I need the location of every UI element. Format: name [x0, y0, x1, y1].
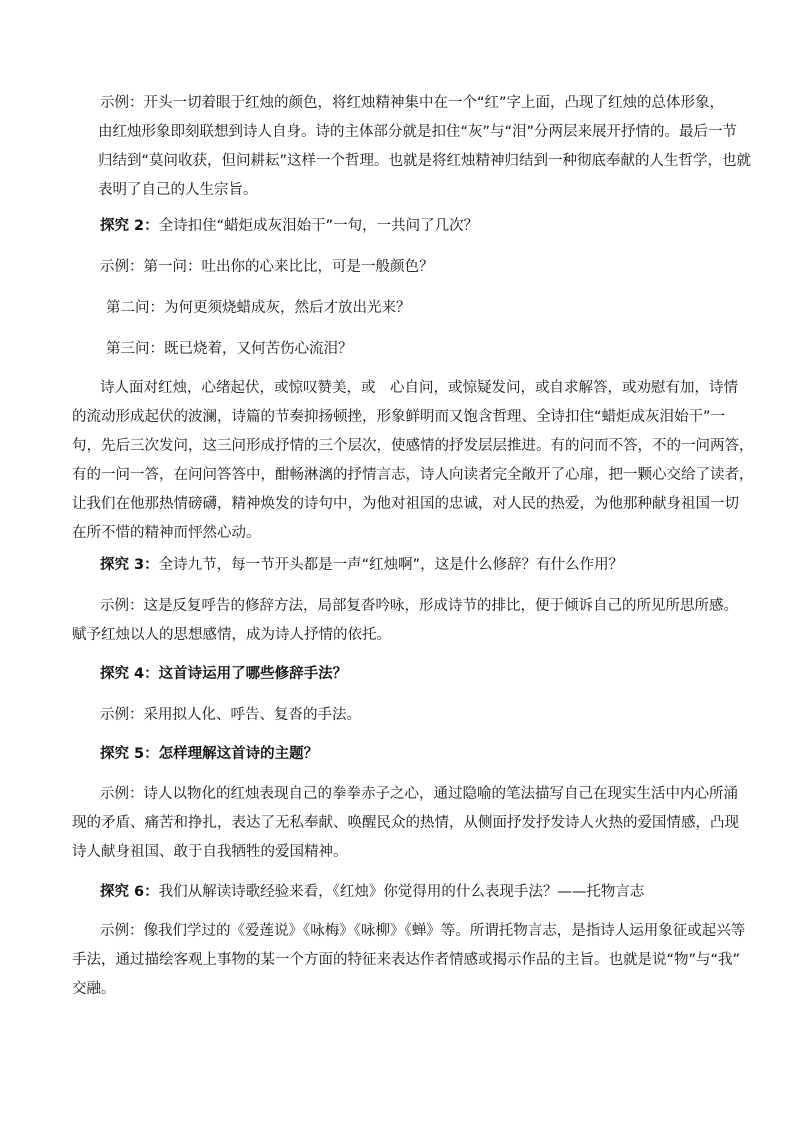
text-line: 的流动形成起伏的波澜，诗篇的节奏抑扬顿挫，形象鲜明而又饱含哲理、全诗扣住“蜡炬成灰泪始干”一 — [72, 409, 726, 425]
answer-line-3: 第三问：既已烧着，又何苦伤心流泪？ — [106, 341, 353, 357]
text-line: 示例：诗人以物化的红烛表现自己的拳拳赤子之心，通过隐喻的笔法描写自己在现实生活中内心所涌 — [100, 786, 738, 802]
question-label: 探究 4： — [100, 666, 159, 682]
question-label: 探究 6： — [100, 884, 159, 900]
question-label: 探究 2： — [100, 218, 159, 234]
question-6 — [100, 878, 720, 907]
text-line: 示例：像我们学过的《爱莲说》《咏梅》《咏柳》《蝉》等。所谓托物言志，是指诗人运用象征或起兴等 — [100, 923, 746, 939]
paragraph-example-3 — [72, 592, 738, 650]
text-line: 现的矛盾、痛苦和挣扎，表达了无私奉献、唤醒民众的热情，从侧面抒发抒发诗人火热的爱国情感，凸现 — [72, 815, 739, 831]
paragraph-example-6 — [72, 917, 746, 1004]
text-line: 有的一问一答，在问问答答中，酣畅淋漓的抒情言志，诗人向读者完全敞开了心扉，把一颗心交给了读者， — [72, 467, 754, 483]
question-label: 探究 5： — [100, 746, 159, 762]
answer-line-1: 示例：第一问：吐出你的心来比比，可是一般颜色？ — [100, 259, 434, 275]
answer-4: 示例：采用拟人化、呼告、复沓的手法。 — [100, 707, 361, 723]
question-5 — [100, 740, 720, 769]
question-text: 这首诗运用了哪些修辞手法？ — [158, 666, 348, 682]
question-4 — [100, 660, 720, 689]
text-line: 示例：开头一切着眼于红烛的颜色，将红烛精神集中在一个“红”字上面，凸现了红烛的总体形象， — [100, 95, 725, 111]
question-text: 我们从解读诗歌经验来看，《红烛》你觉得用的什么表现手法？——托物言志 — [158, 884, 645, 900]
text-line: 表明了自己的人生宗旨。 — [98, 182, 258, 198]
text-line: 句，先后三次发问，这三问形成抒情的三个层次，使感情的抒发层层推进。有的问而不答，不的一问两答， — [72, 438, 754, 454]
answer-line-2: 第二问：为何更须烧蜡成灰，然后才放出光来？ — [106, 300, 411, 316]
question-label: 探究 3： — [100, 557, 159, 573]
paragraph-example-5 — [72, 780, 739, 867]
text-line: 手法，通过描绘客观上事物的某一个方面的特征来表达作者情感或揭示作品的主旨。也就是说“物”与“我” — [72, 952, 741, 968]
text-line: 诗人献身祖国、敢于自我牺牲的爱国精神。 — [72, 844, 348, 860]
question-3 — [100, 551, 720, 580]
paragraph-example-1 — [98, 89, 752, 205]
text-line: 诗人面对红烛，心绪起伏，或惊叹赞美，或 心自问，或惊疑发问，或自求解答，或劝慰有加，诗情 — [100, 380, 738, 396]
text-line: 由红烛形象即刻联想到诗人自身。诗的主体部分就是扣住“灰”与“泪”分两层来展开抒情的。最后一节 — [98, 124, 738, 140]
question-text: 怎样理解这首诗的主题？ — [158, 746, 319, 762]
text-line: 在所不惜的精神而怦然心动。 — [72, 525, 261, 541]
text-line: 赋予红烛以人的思想感情，成为诗人抒情的依托。 — [72, 627, 391, 643]
paragraph-analysis — [72, 374, 754, 548]
text-line: 示例：这是反复呼告的修辞方法，局部复沓吟咏，形成诗节的排比，便于倾诉自己的所见所思所感。 — [100, 598, 738, 614]
text-line: 归结到“莫问收获，但问耕耘”这样一个哲理。也就是将红烛精神归结到一种彻底奉献的人生哲学，也就 — [98, 153, 752, 169]
question-text: 全诗扣住“蜡炬成灰泪始干”一句，一共问了几次？ — [158, 218, 479, 234]
question-text: 全诗九节，每一节开头都是一声“红烛啊”，这是什么修辞？有什么作用？ — [158, 557, 624, 573]
text-line: 让我们在他那热情磅礴，精神焕发的诗句中，为他对祖国的忠诚，对人民的热爱，为他那种献身祖国一切 — [72, 496, 739, 512]
question-2 — [100, 212, 720, 241]
text-line: 交融。 — [72, 981, 116, 997]
